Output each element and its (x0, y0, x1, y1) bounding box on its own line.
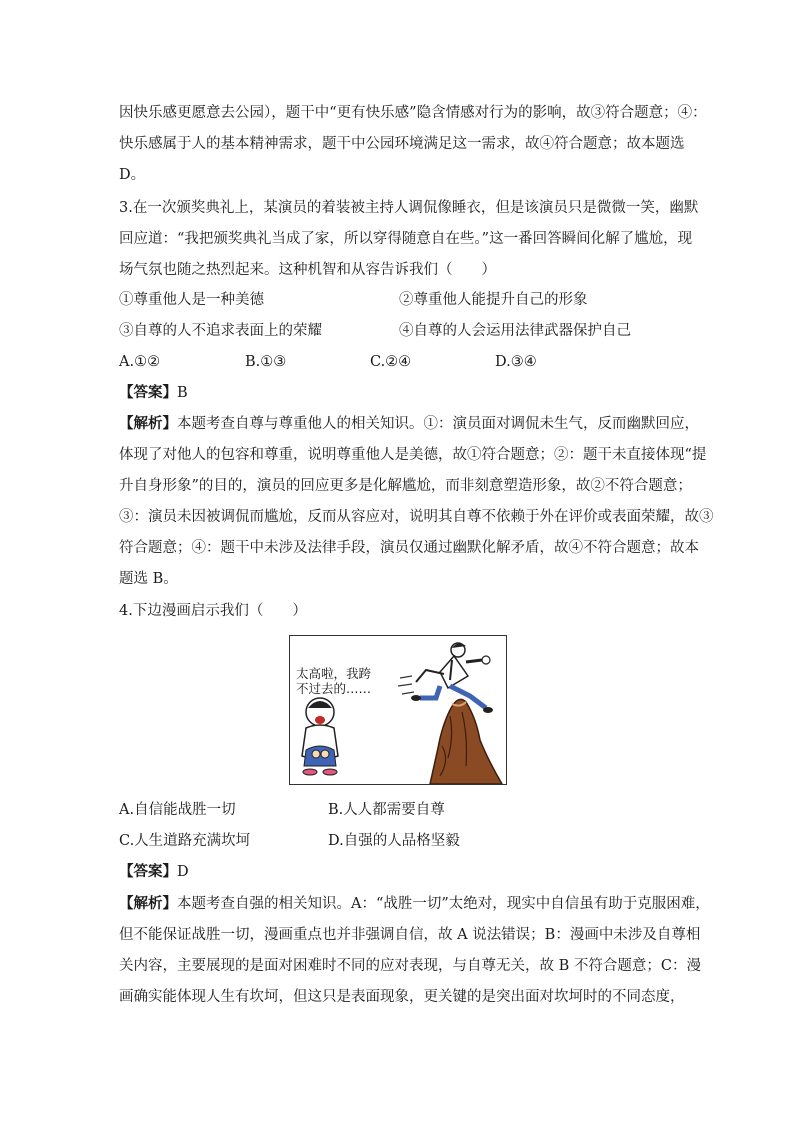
text-line: 因快乐感更愿意去公园），题干中“更有快乐感”隐含情感对行为的影响，故③符合题意；④： (119, 105, 707, 121)
answer-line (119, 383, 188, 403)
option-c: C.人生道路充满坎坷 (119, 833, 251, 849)
option-d: D.③④ (495, 354, 537, 370)
analysis-line: 但不能保证战胜一切，漫画重点也并非强调自信，故 A 说法错误；B：漫画中未涉及自尊相 (119, 927, 701, 943)
cartoon-illustration (290, 636, 506, 784)
statement-3: ③自尊的人不追求表面上的荣耀 (119, 323, 322, 339)
speech-bubble (296, 666, 371, 696)
analysis-line: 体现了对他人的包容和尊重，说明尊重他人是美德，故①符合题意；②：题干未直接体现“提 (119, 447, 707, 463)
analysis-line: ③：演员未因被调侃而尴尬，反而从容应对，说明其自尊不依赖于外在评价或表面荣耀，故③ (119, 509, 714, 525)
analysis-text: 本题考查自尊与尊重他人的相关知识。①：演员面对调侃未生气，反而幽默回应， (177, 416, 699, 432)
analysis-line (119, 414, 699, 434)
option-d: D.自强的人品格坚毅 (328, 833, 460, 849)
question-4-stem: 4.下边漫画启示我们（ ） (119, 603, 307, 619)
leaping-man-illustration (398, 643, 493, 713)
question-3-stem: 场气氛也随之热烈起来。这种机智和从容告诉我们（ ） (119, 262, 496, 278)
option-c: C.②④ (370, 354, 412, 370)
answer-line (119, 862, 189, 882)
analysis-label: 【解析】 (119, 895, 177, 912)
answer-value: B (177, 385, 188, 401)
text-line: D。 (119, 167, 146, 183)
statement-2: ②尊重他人能提升自己的形象 (399, 292, 588, 308)
analysis-label: 【解析】 (119, 415, 177, 432)
question-3-stem: 3.在一次颁奖典礼上，某演员的着装被主持人调侃像睡衣，但是该演员只是微微一笑，幽默 (119, 200, 699, 216)
statement-4: ④自尊的人会运用法律武器保护自己 (399, 323, 631, 339)
analysis-line (119, 894, 710, 914)
analysis-line: 升自身形象”的目的，演员的回应更多是化解尴尬，而非刻意塑造形象，故②不符合题意； (119, 478, 692, 494)
answer-label: 【答案】 (119, 863, 177, 880)
speech-text: 不过去的…… (296, 681, 372, 696)
option-b: B.人人都需要自尊 (328, 802, 445, 818)
text-line: 快乐感属于人的基本精神需求，题干中公园环境满足这一需求，故④符合题意；故本题选 (119, 136, 685, 152)
answer-label: 【答案】 (119, 384, 177, 401)
cartoon-figure (289, 635, 507, 785)
seated-boy-illustration (302, 698, 338, 775)
analysis-line: 关内容，主要展现的是面对困难时不同的应对表现，与自尊无关，故 B 不符合题意；C：漫 (119, 958, 701, 974)
speech-text: 太高啦，我跨 (296, 666, 372, 681)
option-b: B.①③ (245, 354, 287, 370)
question-3-stem: 回应道：“我把颁奖典礼当成了家，所以穿得随意自在些。”这一番回答瞬间化解了尴尬，现 (119, 231, 693, 247)
analysis-line: 题选 B。 (119, 571, 178, 587)
option-a: A.自信能战胜一切 (119, 802, 236, 818)
statement-1: ①尊重他人是一种美德 (119, 292, 264, 308)
analysis-line: 画确实能体现人生有坎坷，但这只是表面现象，更关键的是突出面对坎坷时的不同态度， (119, 989, 685, 1005)
analysis-text: 本题考查自强的相关知识。A：“战胜一切”太绝对，现实中自信虽有助于克服困难， (177, 896, 710, 912)
analysis-line: 符合题意；④：题干中未涉及法律手段，演员仅通过幽默化解矛盾，故④不符合题意；故本 (119, 540, 699, 556)
option-a: A.①② (119, 354, 161, 370)
answer-value: D (177, 864, 189, 880)
